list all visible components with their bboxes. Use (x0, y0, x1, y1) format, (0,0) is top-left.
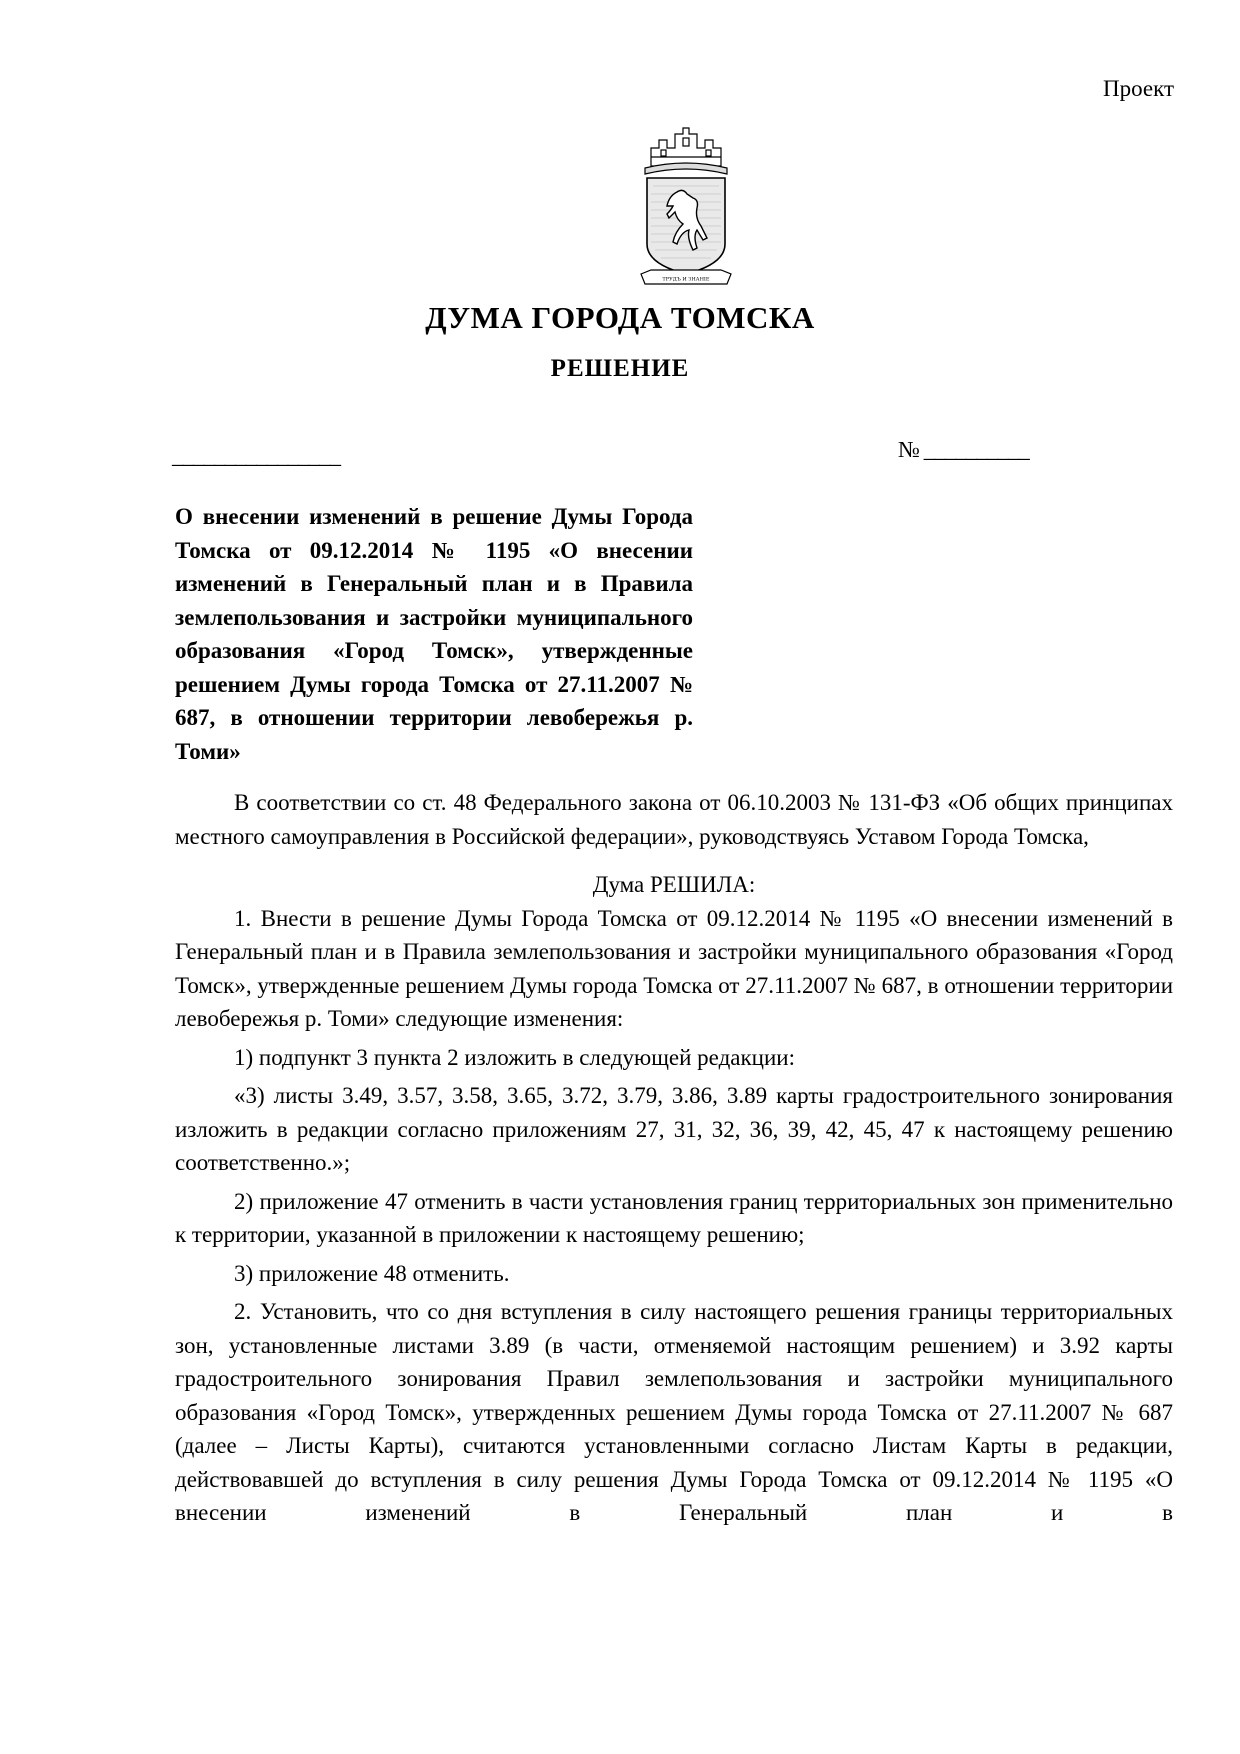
council-title: ДУМА ГОРОДА ТОМСКА (425, 300, 815, 335)
document-body (175, 786, 1173, 1530)
number-blank: № __________ (898, 437, 1029, 462)
city-coat-of-arms (637, 126, 735, 288)
paragraph-2: 2. Установить, что со дня вступления в силу настоящего решения границы территориальных зон, установленные листами 3.89 (в части, отменяемой настоящим решением) и 3.92 карты градостроительного зонирования Правил землепользования и застройки муниципального образования «Город Томск», утвержденных решением Думы города Томска от 27.11.2007 № 687 (далее – Листы Карты), считаются установленными согласно Листам Карты в редакции, действовавшей до вступления в силу решения Думы Города Томска от 09.12.2014 № 1195 «О внесении изменений в Генеральный план и в (175, 1299, 1173, 1525)
subparagraph-1-text: «3) листы 3.49, 3.57, 3.58, 3.65, 3.72, 3.79, 3.86, 3.89 карты градостроительного зонирования изложить в редакции согласно приложениям 27, 31, 32, 36, 39, 42, 45, 47 к настоящему решению соответственно.»; (175, 1083, 1173, 1175)
preamble-paragraph: В соответствии со ст. 48 Федерального закона от 06.10.2003 № 131-ФЗ «Об общих принципах местного самоуправления в Российской федерации», руководствуясь Уставом Города Томска, (175, 790, 1173, 849)
document-subject: О внесении изменений в решение Думы Города Томска от 09.12.2014 № 1195 «О внесении изменений в Генеральный план и в Правила землепользования и застройки муниципального образования «Город Томск», утвержденные решением Думы города Томска от 27.11.2007 № 687, в отношении территории левобережья р. Томи» (175, 504, 693, 764)
decision-heading: Дума РЕШИЛА: (592, 872, 756, 897)
paragraph-1: 1. Внести в решение Думы Города Томска от 09.12.2014 № 1195 «О внесении изменений в Генеральный план и в Правила землепользования и застройки муниципального образования «Город Томск», утвержденные решением Думы города Томска от 27.11.2007 № 687, в отношении территории левобережья р. Томи» следующие изменения: (175, 905, 1173, 1031)
subparagraph-3: 3) приложение 48 отменить. (234, 1260, 510, 1286)
subparagraph-1: 1) подпункт 3 пункта 2 изложить в следующей редакции: (234, 1044, 795, 1070)
emblem-motto: ТРУДЪ И ЗНАНІЕ (662, 276, 710, 283)
emblem-crown (645, 128, 727, 174)
document-type: РЕШЕНИЕ (550, 355, 690, 382)
date-blank: ________________ (172, 443, 340, 468)
draft-label: Проект (1102, 76, 1174, 101)
subparagraph-2: 2) приложение 47 отменить в части установления границ территориальных зон применительно к территории, указанной в приложении к настоящему решению; (175, 1188, 1173, 1247)
